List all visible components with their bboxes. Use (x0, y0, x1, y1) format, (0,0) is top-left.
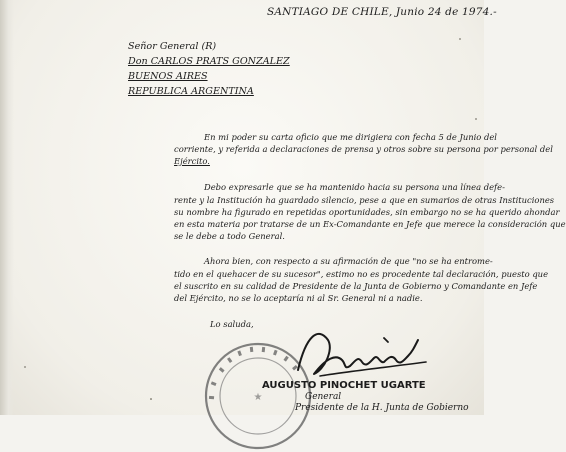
scan-speck (459, 38, 461, 40)
closing-line: Lo saluda, (210, 319, 254, 329)
scan-speck (24, 366, 26, 368)
scan-speck (475, 118, 477, 120)
scan-speck (150, 398, 152, 400)
paragraph-1-line-1: En mi poder su carta oficio que me dirigiera con fecha 5 de Junio del (204, 132, 497, 142)
paragraph-2-line-4: en esta materia por tratarse de un Ex-Comandante en Jefe que merece la consideración que (174, 219, 566, 229)
signatory-rank: General (305, 392, 342, 402)
paragraph-3-line-3: el suscrito en su calidad de Presidente de la Junta de Gobierno y Comandante en Jefe (174, 281, 538, 291)
paragraph-3-line-1: Ahora bien, con respecto a su afirmación de que "no se ha entrome- (204, 256, 493, 266)
paragraph-2-line-5: se le debe a todo General. (174, 231, 285, 241)
paragraph-3-line-2: tido en el quehacer de su sucesor", estimo no es procedente tal declaración, puesto que (174, 269, 549, 279)
paragraph-2-line-1: Debo expresarle que se ha mantenido hacia su persona una línea defe- (204, 182, 505, 192)
recipient-country: REPUBLICA ARGENTINA (128, 86, 254, 97)
paragraph-1-line-3: Ejército. (174, 156, 210, 166)
paragraph-3-line-4: del Ejército, no se lo aceptaría ni al Sr. General ni a nadie. (174, 293, 423, 303)
signatory-name: AUGUSTO PINOCHET UGARTE (262, 380, 426, 391)
signatory-title: Presidente de la H. Junta de Gobierno (295, 403, 469, 413)
svg-text:★: ★ (253, 392, 263, 403)
recipient-name: Don CARLOS PRATS GONZALEZ (128, 56, 290, 67)
paragraph-1-line-2: corriente, y referida a declaraciones de prensa y otros sobre su persona por personal del (174, 144, 553, 154)
letter-date: SANTIAGO DE CHILE, Junio 24 de 1974.- (267, 6, 497, 18)
scan-edge-shadow (0, 0, 14, 415)
recipient-salutation: Señor General (R) (128, 41, 217, 52)
recipient-city: BUENOS AIRES (128, 71, 208, 82)
paragraph-2-line-2: rente y la Institución ha guardado silencio, pese a que en sumarios de otras Instituciones (174, 195, 555, 205)
paragraph-2-line-3: su nombre ha figurado en repetidas oportunidades, sin embargo no se ha querido ahondar (174, 207, 560, 217)
handwritten-signature (284, 318, 434, 388)
